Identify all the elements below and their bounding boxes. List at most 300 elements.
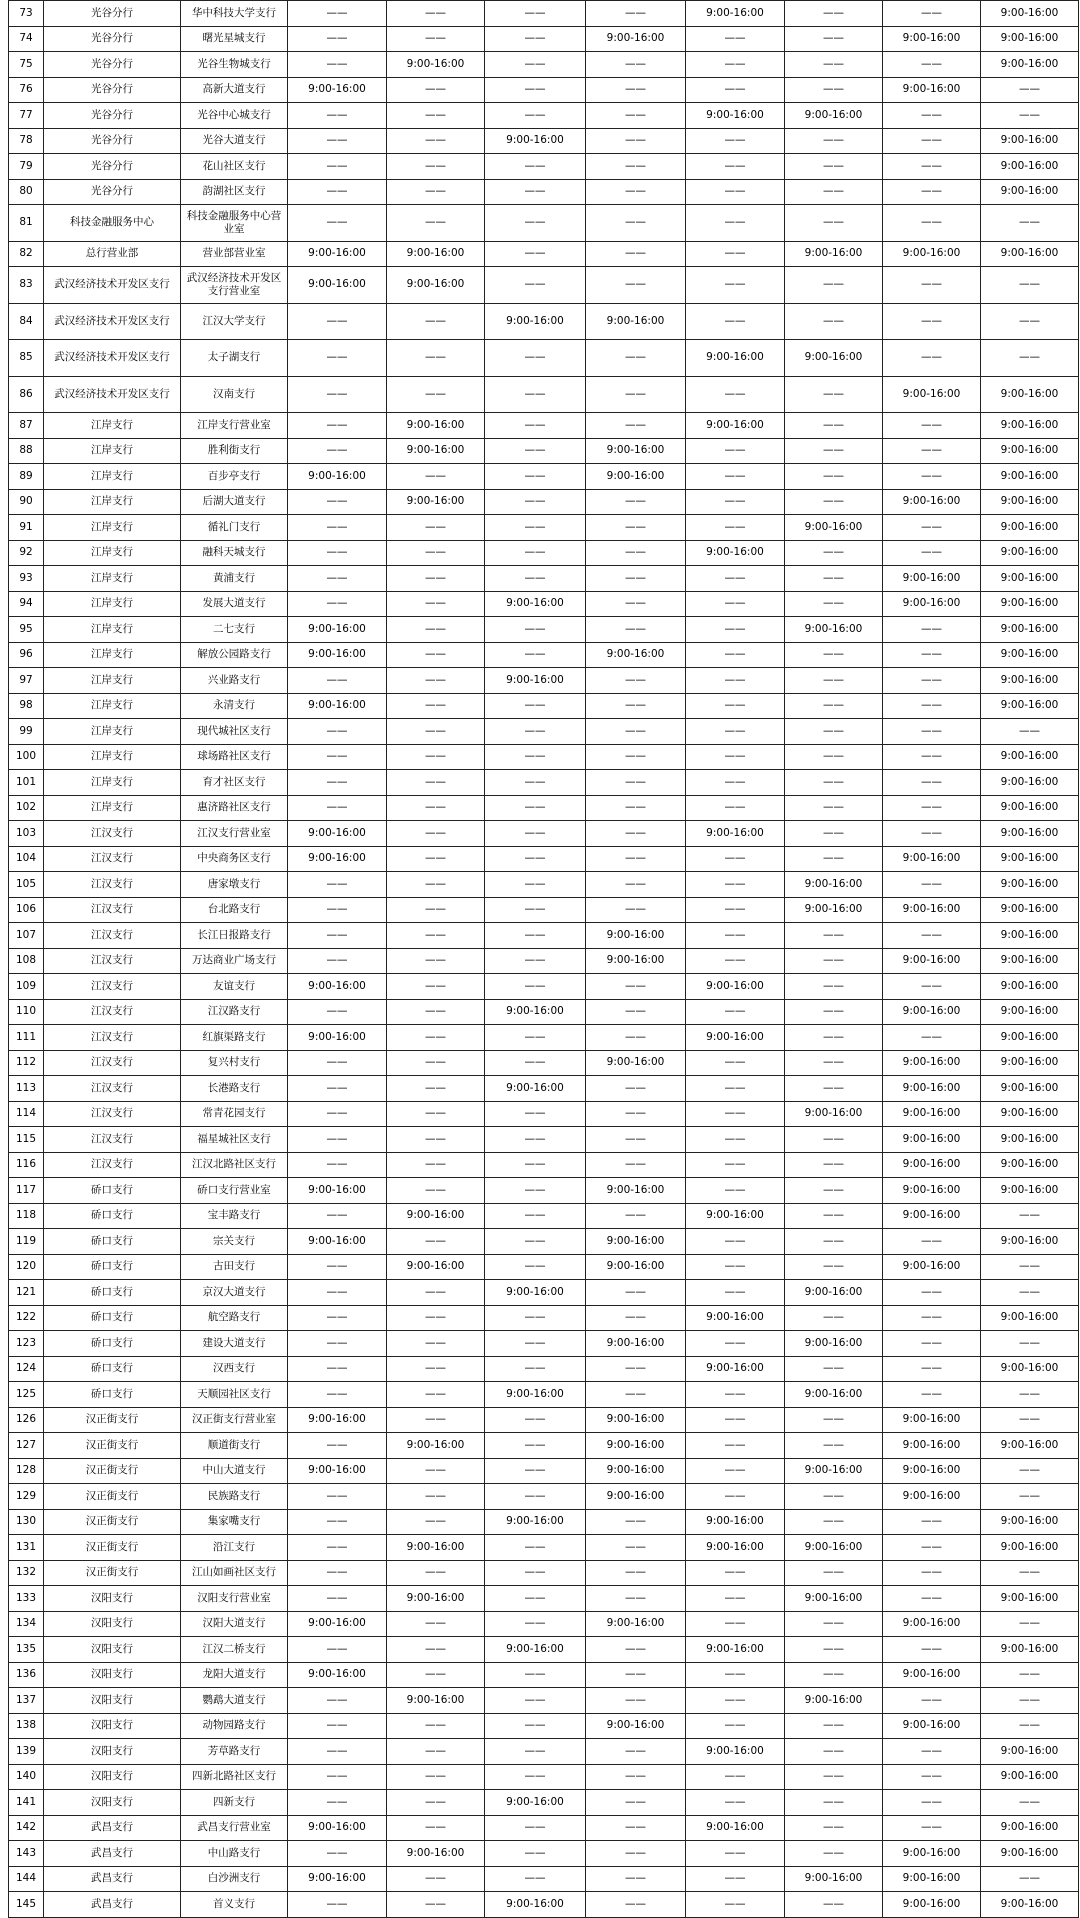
row-number-cell: 108 xyxy=(9,948,44,974)
row-number-cell: 94 xyxy=(9,591,44,617)
row-number-cell: 118 xyxy=(9,1203,44,1229)
hours-cell: —— xyxy=(485,241,586,267)
hours-cell: 9:00-16:00 xyxy=(485,668,586,694)
hours-cell: 9:00-16:00 xyxy=(586,1433,686,1459)
hours-cell: —— xyxy=(785,1076,883,1102)
hours-cell: —— xyxy=(485,1356,586,1382)
hours-cell: 9:00-16:00 xyxy=(288,241,387,267)
table-row xyxy=(9,438,1079,464)
hours-cell: —— xyxy=(586,489,686,515)
hours-cell: —— xyxy=(485,179,586,205)
hours-cell: —— xyxy=(485,52,586,78)
hours-cell: 9:00-16:00 xyxy=(288,1025,387,1051)
row-number-cell: 80 xyxy=(9,179,44,205)
outlet-name-cell: 曙光星城支行 xyxy=(181,26,288,52)
hours-cell: —— xyxy=(686,872,785,898)
hours-cell: 9:00-16:00 xyxy=(586,1178,686,1204)
hours-cell: 9:00-16:00 xyxy=(586,1611,686,1637)
table-row xyxy=(9,179,1079,205)
outlet-name-cell: 高新大道支行 xyxy=(181,77,288,103)
hours-cell: 9:00-16:00 xyxy=(883,1713,981,1739)
hours-cell: —— xyxy=(883,179,981,205)
hours-cell: —— xyxy=(785,642,883,668)
table-row xyxy=(9,489,1079,515)
hours-cell: —— xyxy=(288,438,387,464)
hours-cell: —— xyxy=(883,1509,981,1535)
hours-cell: 9:00-16:00 xyxy=(387,413,485,439)
hours-cell: —— xyxy=(387,923,485,949)
branch-name-cell: 江岸支行 xyxy=(44,693,181,719)
hours-cell: 9:00-16:00 xyxy=(981,26,1079,52)
outlet-name-cell: 硚口支行营业室 xyxy=(181,1178,288,1204)
table-row xyxy=(9,52,1079,78)
row-number-cell: 123 xyxy=(9,1331,44,1357)
hours-cell: —— xyxy=(485,376,586,413)
table-row xyxy=(9,1331,1079,1357)
hours-cell: —— xyxy=(586,52,686,78)
hours-cell: —— xyxy=(785,179,883,205)
outlet-name-cell: 太子湖支行 xyxy=(181,340,288,377)
table-row xyxy=(9,1560,1079,1586)
hours-cell: 9:00-16:00 xyxy=(981,795,1079,821)
hours-cell: —— xyxy=(785,303,883,340)
hours-cell: 9:00-16:00 xyxy=(288,642,387,668)
hours-cell: 9:00-16:00 xyxy=(785,1688,883,1714)
hours-cell: —— xyxy=(387,770,485,796)
hours-cell: —— xyxy=(785,1815,883,1841)
outlet-name-cell: 江汉路支行 xyxy=(181,999,288,1025)
outlet-name-cell: 华中科技大学支行 xyxy=(181,1,288,27)
hours-cell: —— xyxy=(485,719,586,745)
hours-cell: —— xyxy=(485,1025,586,1051)
outlet-name-cell: 二七支行 xyxy=(181,617,288,643)
hours-cell: —— xyxy=(288,1713,387,1739)
hours-cell: —— xyxy=(387,744,485,770)
hours-cell: 9:00-16:00 xyxy=(883,1050,981,1076)
hours-cell: —— xyxy=(485,566,586,592)
hours-cell: —— xyxy=(785,974,883,1000)
hours-cell: —— xyxy=(686,744,785,770)
table-row xyxy=(9,642,1079,668)
hours-cell: —— xyxy=(485,1688,586,1714)
hours-cell: —— xyxy=(686,566,785,592)
hours-cell: —— xyxy=(387,948,485,974)
row-number-cell: 133 xyxy=(9,1586,44,1612)
outlet-name-cell: 长江日报路支行 xyxy=(181,923,288,949)
hours-cell: —— xyxy=(586,413,686,439)
hours-cell: —— xyxy=(485,1713,586,1739)
branch-name-cell: 江岸支行 xyxy=(44,464,181,490)
table-row xyxy=(9,128,1079,154)
branch-name-cell: 汉正街支行 xyxy=(44,1433,181,1459)
outlet-name-cell: 首义支行 xyxy=(181,1892,288,1918)
table-row xyxy=(9,872,1079,898)
hours-cell: —— xyxy=(785,1254,883,1280)
hours-cell: —— xyxy=(686,591,785,617)
hours-cell: —— xyxy=(981,1254,1079,1280)
hours-cell: 9:00-16:00 xyxy=(586,923,686,949)
hours-cell: —— xyxy=(883,1382,981,1408)
hours-cell: 9:00-16:00 xyxy=(981,897,1079,923)
hours-cell: —— xyxy=(785,1841,883,1867)
hours-cell: —— xyxy=(288,1382,387,1408)
row-number-cell: 79 xyxy=(9,154,44,180)
hours-cell: 9:00-16:00 xyxy=(288,77,387,103)
table-row xyxy=(9,1203,1079,1229)
hours-cell: —— xyxy=(288,999,387,1025)
table-row xyxy=(9,340,1079,377)
hours-cell: 9:00-16:00 xyxy=(586,642,686,668)
table-row xyxy=(9,1,1079,27)
row-number-cell: 129 xyxy=(9,1484,44,1510)
hours-cell: —— xyxy=(586,719,686,745)
row-number-cell: 85 xyxy=(9,340,44,377)
branch-name-cell: 硚口支行 xyxy=(44,1203,181,1229)
row-number-cell: 105 xyxy=(9,872,44,898)
hours-cell: —— xyxy=(387,1280,485,1306)
table-row xyxy=(9,795,1079,821)
hours-cell: —— xyxy=(586,795,686,821)
hours-cell: —— xyxy=(288,1688,387,1714)
hours-cell: —— xyxy=(387,1,485,27)
hours-cell: —— xyxy=(586,974,686,1000)
hours-cell: 9:00-16:00 xyxy=(586,1407,686,1433)
hours-cell: —— xyxy=(586,241,686,267)
branch-name-cell: 武汉经济技术开发区支行 xyxy=(44,267,181,304)
hours-cell: 9:00-16:00 xyxy=(883,1611,981,1637)
hours-cell: —— xyxy=(387,1382,485,1408)
hours-cell: 9:00-16:00 xyxy=(686,1356,785,1382)
hours-cell: 9:00-16:00 xyxy=(288,846,387,872)
hours-cell: —— xyxy=(387,1229,485,1255)
branch-name-cell: 汉阳支行 xyxy=(44,1586,181,1612)
table-row xyxy=(9,1407,1079,1433)
hours-cell: —— xyxy=(485,489,586,515)
hours-cell: —— xyxy=(485,1203,586,1229)
hours-cell: —— xyxy=(785,464,883,490)
hours-cell: —— xyxy=(485,464,586,490)
outlet-name-cell: 四新北路社区支行 xyxy=(181,1764,288,1790)
hours-cell: —— xyxy=(485,1739,586,1765)
branch-name-cell: 光谷分行 xyxy=(44,1,181,27)
hours-cell: —— xyxy=(586,1637,686,1663)
hours-cell: 9:00-16:00 xyxy=(883,897,981,923)
row-number-cell: 103 xyxy=(9,821,44,847)
outlet-name-cell: 天顺园社区支行 xyxy=(181,1382,288,1408)
hours-cell: —— xyxy=(586,897,686,923)
hours-cell: —— xyxy=(785,693,883,719)
outlet-name-cell: 科技金融服务中心营业室 xyxy=(181,205,288,242)
outlet-name-cell: 古田支行 xyxy=(181,1254,288,1280)
hours-cell: —— xyxy=(883,1815,981,1841)
hours-cell: 9:00-16:00 xyxy=(785,1586,883,1612)
outlet-name-cell: 江汉北路社区支行 xyxy=(181,1152,288,1178)
row-number-cell: 139 xyxy=(9,1739,44,1765)
hours-cell: —— xyxy=(883,719,981,745)
hours-cell: —— xyxy=(686,642,785,668)
hours-cell: —— xyxy=(686,1229,785,1255)
outlet-name-cell: 长港路支行 xyxy=(181,1076,288,1102)
hours-cell: 9:00-16:00 xyxy=(485,1076,586,1102)
hours-cell: —— xyxy=(288,948,387,974)
hours-cell: —— xyxy=(785,1739,883,1765)
hours-cell: 9:00-16:00 xyxy=(686,1637,785,1663)
row-number-cell: 144 xyxy=(9,1866,44,1892)
table-row xyxy=(9,1637,1079,1663)
hours-cell: —— xyxy=(485,1841,586,1867)
hours-cell: —— xyxy=(785,1229,883,1255)
row-number-cell: 116 xyxy=(9,1152,44,1178)
hours-cell: 9:00-16:00 xyxy=(981,923,1079,949)
hours-cell: —— xyxy=(883,413,981,439)
hours-cell: —— xyxy=(288,1305,387,1331)
hours-cell: 9:00-16:00 xyxy=(785,1331,883,1357)
hours-cell: 9:00-16:00 xyxy=(981,1076,1079,1102)
hours-cell: —— xyxy=(387,566,485,592)
branch-name-cell: 武昌支行 xyxy=(44,1892,181,1918)
hours-cell: —— xyxy=(387,1560,485,1586)
hours-cell: 9:00-16:00 xyxy=(288,821,387,847)
row-number-cell: 121 xyxy=(9,1280,44,1306)
hours-cell: —— xyxy=(485,515,586,541)
branch-name-cell: 江岸支行 xyxy=(44,591,181,617)
hours-cell: —— xyxy=(883,267,981,304)
row-number-cell: 96 xyxy=(9,642,44,668)
hours-cell: —— xyxy=(883,693,981,719)
hours-cell: —— xyxy=(785,1611,883,1637)
hours-cell: —— xyxy=(686,719,785,745)
outlet-name-cell: 建设大道支行 xyxy=(181,1331,288,1357)
hours-cell: —— xyxy=(288,923,387,949)
hours-cell: —— xyxy=(686,179,785,205)
branch-hours-table xyxy=(8,0,1079,1918)
outlet-name-cell: 台北路支行 xyxy=(181,897,288,923)
hours-cell: —— xyxy=(785,1892,883,1918)
row-number-cell: 76 xyxy=(9,77,44,103)
hours-cell: 9:00-16:00 xyxy=(485,1637,586,1663)
hours-cell: 9:00-16:00 xyxy=(981,668,1079,694)
branch-name-cell: 江汉支行 xyxy=(44,821,181,847)
hours-cell: —— xyxy=(686,846,785,872)
hours-cell: 9:00-16:00 xyxy=(387,489,485,515)
hours-cell: 9:00-16:00 xyxy=(981,974,1079,1000)
outlet-name-cell: 现代城社区支行 xyxy=(181,719,288,745)
hours-cell: —— xyxy=(686,1866,785,1892)
branch-name-cell: 江汉支行 xyxy=(44,1025,181,1051)
table-row xyxy=(9,303,1079,340)
hours-cell: —— xyxy=(785,591,883,617)
hours-cell: —— xyxy=(485,846,586,872)
hours-cell: —— xyxy=(785,1764,883,1790)
hours-cell: 9:00-16:00 xyxy=(586,1713,686,1739)
outlet-name-cell: 江岸支行营业室 xyxy=(181,413,288,439)
branch-name-cell: 光谷分行 xyxy=(44,77,181,103)
branch-name-cell: 硚口支行 xyxy=(44,1229,181,1255)
hours-cell: 9:00-16:00 xyxy=(981,1178,1079,1204)
hours-cell: —— xyxy=(288,1050,387,1076)
outlet-name-cell: 顺道街支行 xyxy=(181,1433,288,1459)
hours-cell: —— xyxy=(485,1586,586,1612)
branch-name-cell: 江岸支行 xyxy=(44,413,181,439)
hours-cell: 9:00-16:00 xyxy=(686,103,785,129)
hours-cell: —— xyxy=(785,821,883,847)
hours-cell: —— xyxy=(785,205,883,242)
branch-name-cell: 江岸支行 xyxy=(44,795,181,821)
outlet-name-cell: 育才社区支行 xyxy=(181,770,288,796)
row-number-cell: 75 xyxy=(9,52,44,78)
branch-name-cell: 汉阳支行 xyxy=(44,1637,181,1663)
outlet-name-cell: 光谷中心城支行 xyxy=(181,103,288,129)
branch-name-cell: 总行营业部 xyxy=(44,241,181,267)
hours-cell: 9:00-16:00 xyxy=(981,464,1079,490)
hours-cell: —— xyxy=(387,1407,485,1433)
hours-cell: —— xyxy=(686,438,785,464)
hours-cell: 9:00-16:00 xyxy=(981,438,1079,464)
hours-cell: 9:00-16:00 xyxy=(387,438,485,464)
hours-cell: —— xyxy=(288,1127,387,1153)
hours-cell: —— xyxy=(288,205,387,242)
hours-cell: 9:00-16:00 xyxy=(883,376,981,413)
hours-cell: —— xyxy=(785,1305,883,1331)
hours-cell: —— xyxy=(586,770,686,796)
hours-cell: —— xyxy=(387,1305,485,1331)
hours-cell: —— xyxy=(785,1203,883,1229)
hours-cell: —— xyxy=(586,668,686,694)
hours-cell: 9:00-16:00 xyxy=(981,1535,1079,1561)
hours-cell: 9:00-16:00 xyxy=(686,413,785,439)
hours-cell: —— xyxy=(686,515,785,541)
hours-cell: —— xyxy=(883,1,981,27)
hours-cell: —— xyxy=(686,999,785,1025)
hours-cell: 9:00-16:00 xyxy=(686,1,785,27)
hours-cell: —— xyxy=(387,821,485,847)
hours-cell: 9:00-16:00 xyxy=(785,897,883,923)
hours-cell: 9:00-16:00 xyxy=(981,1433,1079,1459)
branch-name-cell: 武昌支行 xyxy=(44,1866,181,1892)
hours-cell: 9:00-16:00 xyxy=(883,1254,981,1280)
hours-cell: —— xyxy=(485,1,586,27)
hours-cell: —— xyxy=(586,1356,686,1382)
hours-cell: 9:00-16:00 xyxy=(288,1178,387,1204)
hours-cell: —— xyxy=(485,770,586,796)
hours-cell: —— xyxy=(883,795,981,821)
hours-cell: 9:00-16:00 xyxy=(981,999,1079,1025)
hours-cell: 9:00-16:00 xyxy=(883,566,981,592)
hours-cell: —— xyxy=(288,719,387,745)
hours-cell: —— xyxy=(387,1790,485,1816)
hours-cell: —— xyxy=(586,617,686,643)
hours-cell: —— xyxy=(387,1127,485,1153)
hours-cell: —— xyxy=(883,438,981,464)
hours-cell: 9:00-16:00 xyxy=(981,1509,1079,1535)
hours-cell: 9:00-16:00 xyxy=(288,464,387,490)
table-row xyxy=(9,719,1079,745)
hours-cell: —— xyxy=(586,340,686,377)
hours-cell: 9:00-16:00 xyxy=(387,267,485,304)
branch-name-cell: 江岸支行 xyxy=(44,515,181,541)
row-number-cell: 102 xyxy=(9,795,44,821)
hours-cell: 9:00-16:00 xyxy=(981,154,1079,180)
hours-cell: —— xyxy=(981,340,1079,377)
hours-cell: —— xyxy=(288,128,387,154)
hours-cell: —— xyxy=(686,26,785,52)
row-number-cell: 134 xyxy=(9,1611,44,1637)
branch-name-cell: 硚口支行 xyxy=(44,1331,181,1357)
hours-cell: —— xyxy=(686,1764,785,1790)
row-number-cell: 120 xyxy=(9,1254,44,1280)
branch-name-cell: 江汉支行 xyxy=(44,974,181,1000)
hours-cell: —— xyxy=(586,1764,686,1790)
branch-name-cell: 江岸支行 xyxy=(44,719,181,745)
branch-name-cell: 光谷分行 xyxy=(44,154,181,180)
row-number-cell: 113 xyxy=(9,1076,44,1102)
hours-cell: —— xyxy=(387,872,485,898)
hours-cell: —— xyxy=(387,1739,485,1765)
branch-name-cell: 光谷分行 xyxy=(44,103,181,129)
hours-cell: —— xyxy=(387,999,485,1025)
row-number-cell: 127 xyxy=(9,1433,44,1459)
hours-cell: 9:00-16:00 xyxy=(288,1662,387,1688)
outlet-name-cell: 解放公园路支行 xyxy=(181,642,288,668)
hours-cell: —— xyxy=(387,205,485,242)
outlet-name-cell: 江汉大学支行 xyxy=(181,303,288,340)
hours-cell: —— xyxy=(785,540,883,566)
row-number-cell: 77 xyxy=(9,103,44,129)
hours-cell: 9:00-16:00 xyxy=(981,1815,1079,1841)
hours-cell: —— xyxy=(586,1866,686,1892)
hours-cell: —— xyxy=(387,26,485,52)
outlet-name-cell: 营业部营业室 xyxy=(181,241,288,267)
hours-cell: —— xyxy=(387,719,485,745)
hours-cell: 9:00-16:00 xyxy=(387,1586,485,1612)
row-number-cell: 138 xyxy=(9,1713,44,1739)
row-number-cell: 140 xyxy=(9,1764,44,1790)
branch-name-cell: 武汉经济技术开发区支行 xyxy=(44,340,181,377)
hours-cell: —— xyxy=(387,1815,485,1841)
hours-cell: 9:00-16:00 xyxy=(981,1229,1079,1255)
row-number-cell: 137 xyxy=(9,1688,44,1714)
outlet-name-cell: 中央商务区支行 xyxy=(181,846,288,872)
hours-cell: 9:00-16:00 xyxy=(586,303,686,340)
hours-cell: —— xyxy=(485,1535,586,1561)
hours-cell: —— xyxy=(485,821,586,847)
row-number-cell: 132 xyxy=(9,1560,44,1586)
hours-cell: —— xyxy=(288,340,387,377)
table-row xyxy=(9,1662,1079,1688)
hours-cell: 9:00-16:00 xyxy=(883,948,981,974)
row-number-cell: 73 xyxy=(9,1,44,27)
hours-cell: 9:00-16:00 xyxy=(288,974,387,1000)
hours-cell: —— xyxy=(686,1688,785,1714)
outlet-name-cell: 武昌支行营业室 xyxy=(181,1815,288,1841)
hours-cell: —— xyxy=(981,1560,1079,1586)
hours-cell: —— xyxy=(883,1331,981,1357)
hours-cell: 9:00-16:00 xyxy=(981,128,1079,154)
hours-cell: —— xyxy=(485,1458,586,1484)
hours-cell: —— xyxy=(485,1815,586,1841)
table-row xyxy=(9,1484,1079,1510)
hours-cell: 9:00-16:00 xyxy=(981,1764,1079,1790)
branch-name-cell: 硚口支行 xyxy=(44,1178,181,1204)
hours-cell: —— xyxy=(883,303,981,340)
hours-cell: —— xyxy=(387,128,485,154)
hours-cell: —— xyxy=(686,205,785,242)
branch-name-cell: 汉阳支行 xyxy=(44,1713,181,1739)
outlet-name-cell: 发展大道支行 xyxy=(181,591,288,617)
outlet-name-cell: 后湖大道支行 xyxy=(181,489,288,515)
table-row xyxy=(9,668,1079,694)
table-row xyxy=(9,1713,1079,1739)
